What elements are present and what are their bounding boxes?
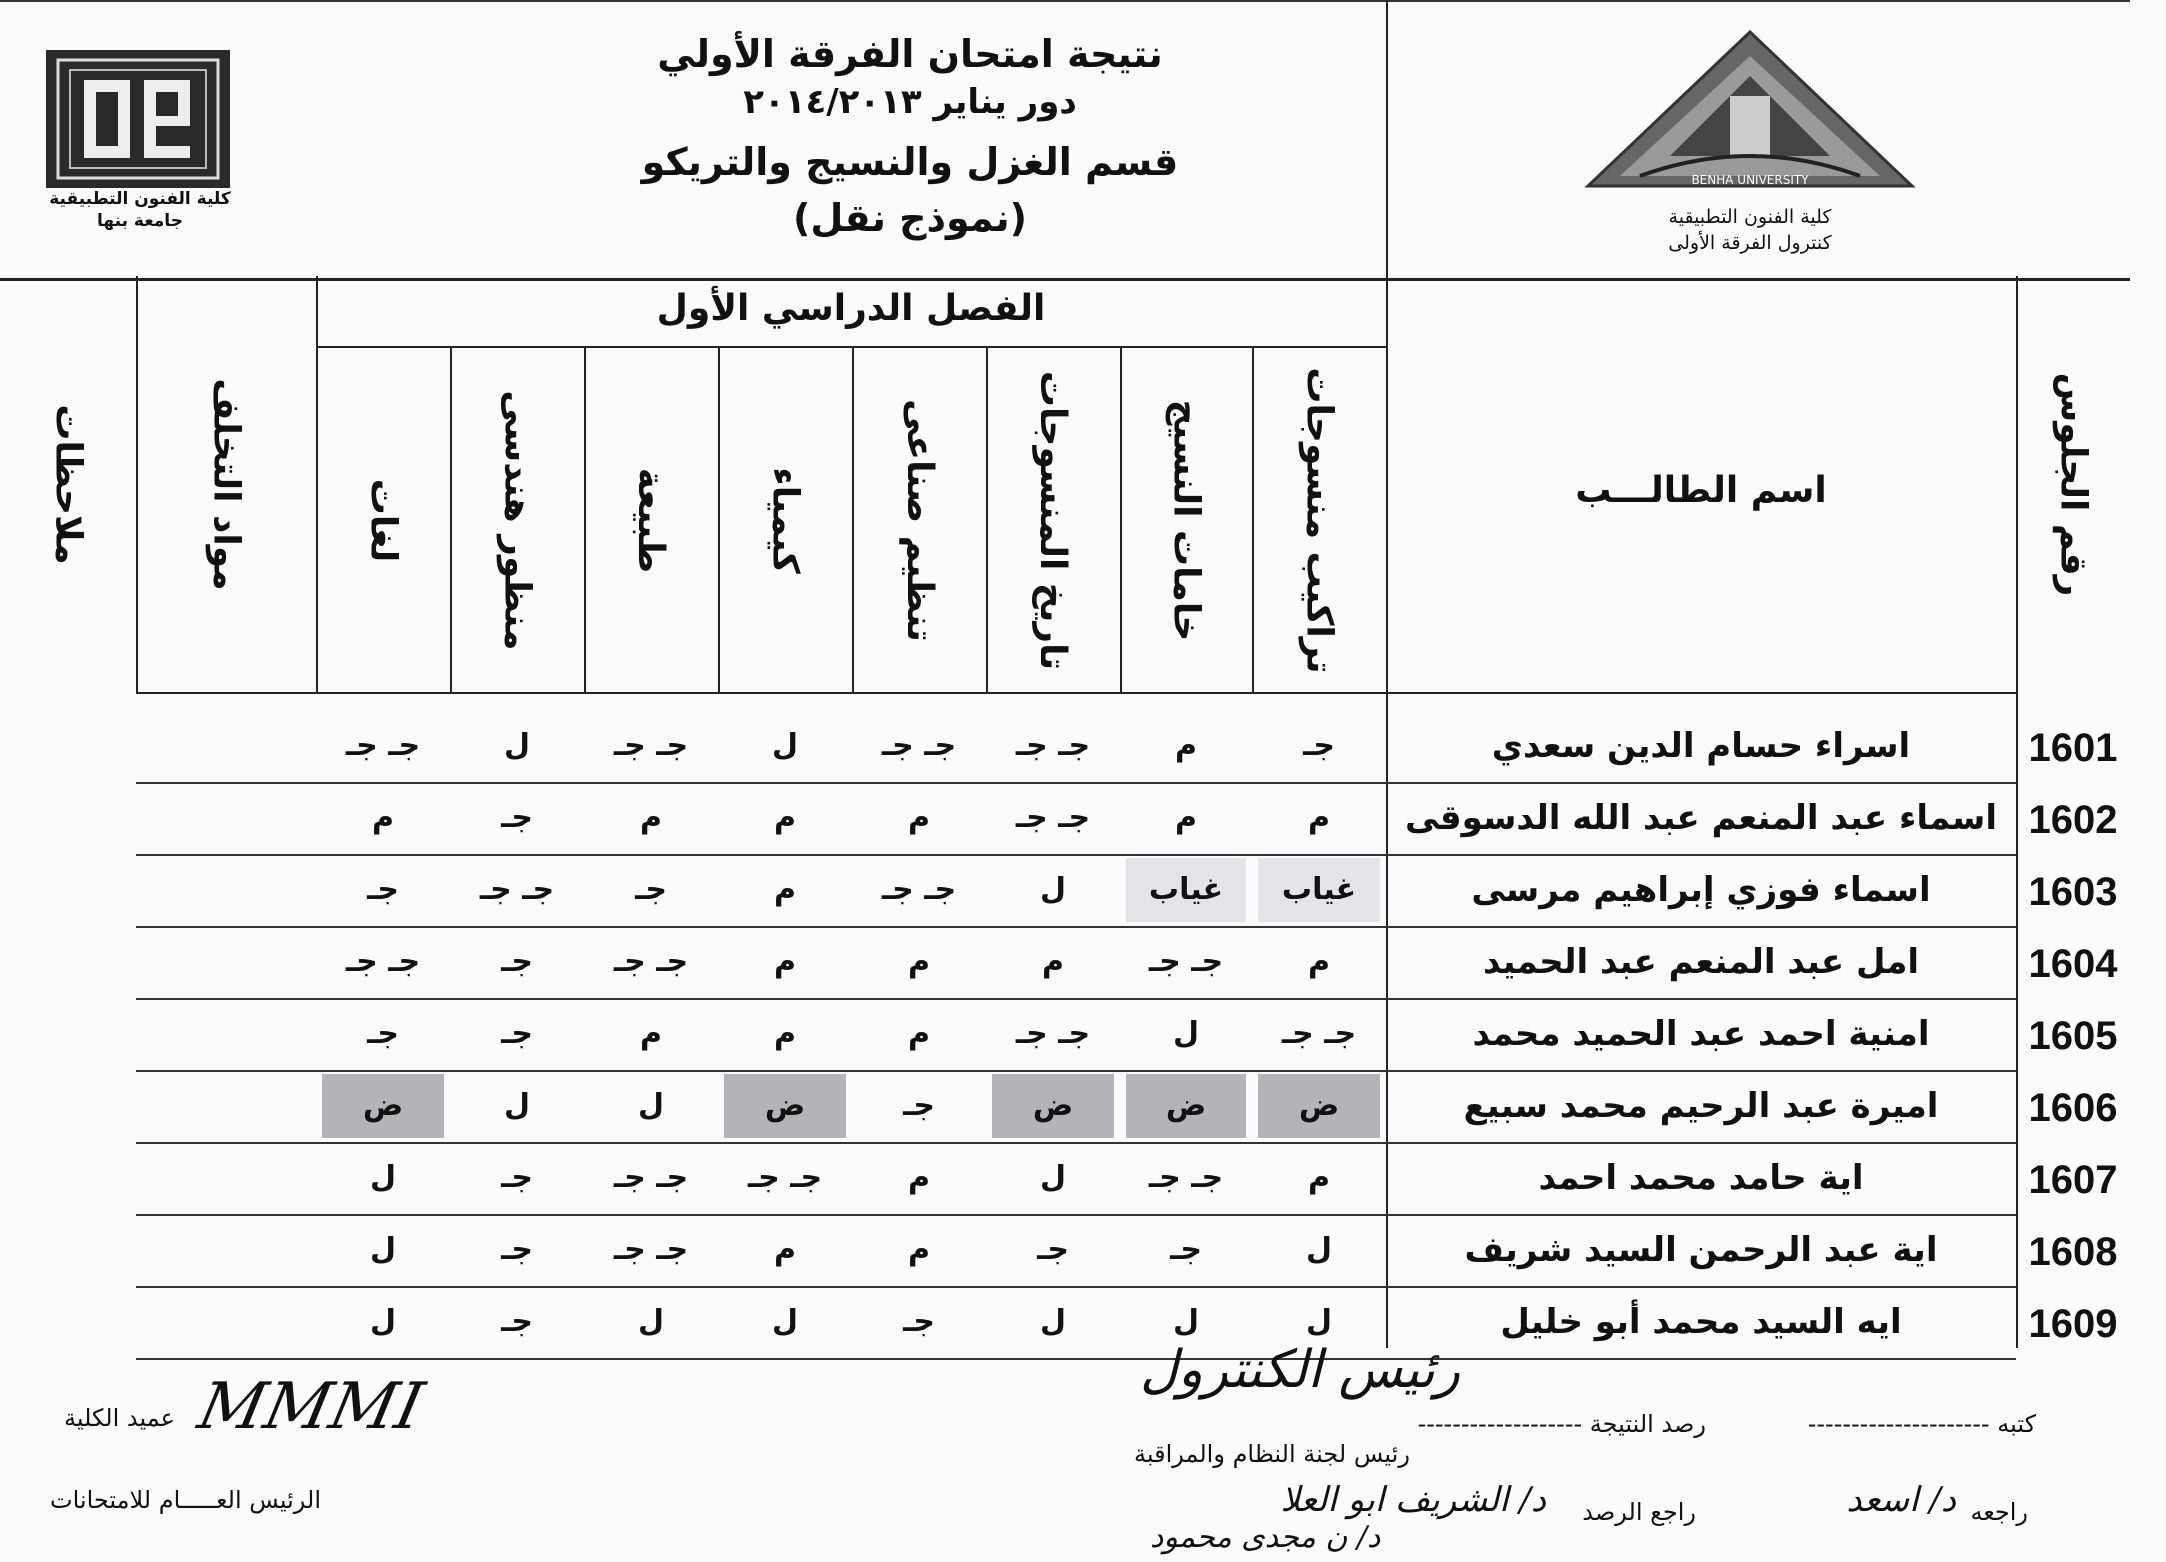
grade-cell: جـ bbox=[501, 944, 533, 979]
grade-cell: ل bbox=[771, 728, 799, 763]
grade-cell: م bbox=[908, 800, 930, 835]
header-subject: خامات النسيج bbox=[1165, 399, 1207, 641]
seat-number: 1608 bbox=[2028, 1230, 2118, 1274]
general-head-label: الرئيس العـــــام للامتحانات bbox=[50, 1486, 322, 1514]
grade-cell: جـ جـ bbox=[613, 1232, 689, 1267]
seat-number: 1605 bbox=[2028, 1014, 2118, 1058]
grade-cell: م bbox=[640, 800, 662, 835]
student-name: اسراء حسام الدين سعدي bbox=[1491, 726, 1911, 766]
header-student-name: اسم الطالـــب bbox=[1575, 470, 1827, 511]
student-name: اسماء فوزي إبراهيم مرسى bbox=[1471, 870, 1931, 910]
grade-cell: جـ bbox=[903, 1088, 935, 1123]
grade-cell: م bbox=[774, 872, 796, 907]
row-divider bbox=[136, 998, 2016, 1000]
header-notes: ملاحظات bbox=[47, 403, 89, 565]
student-name: امل عبد المنعم عبد الحميد bbox=[1482, 942, 1920, 982]
extra-signature: د/ ن مجدى محمود bbox=[1150, 1520, 1381, 1555]
grade-cell: جـ bbox=[501, 1160, 533, 1195]
header-failed-subjects: مواد التخلف bbox=[205, 377, 247, 591]
student-name: امنية احمد عبد الحميد محمد bbox=[1472, 1014, 1930, 1054]
form-type: (نموذج نقل) bbox=[793, 196, 1027, 240]
grade-cell: ل bbox=[637, 1304, 665, 1339]
grade-cell: جـ جـ bbox=[1015, 728, 1091, 763]
student-name: اميرة عبد الرحيم محمد سبيع bbox=[1463, 1086, 1939, 1126]
grade-cell: م bbox=[774, 944, 796, 979]
document-title: نتيجة امتحان الفرقة الأولي bbox=[657, 32, 1163, 76]
grade-cell: جـ bbox=[501, 1016, 533, 1051]
header-subject: لغات bbox=[362, 478, 404, 562]
grade-cell: جـ bbox=[635, 872, 667, 907]
grade-cell: م bbox=[1308, 944, 1330, 979]
grade-cell: ل bbox=[369, 1304, 397, 1339]
grade-cell: م bbox=[372, 800, 394, 835]
grade-cell: جـ bbox=[367, 872, 399, 907]
review-monitor-label: راجع الرصد bbox=[1582, 1498, 1696, 1526]
row-divider bbox=[136, 854, 2016, 856]
grade-cell: جـ جـ bbox=[1148, 944, 1224, 979]
grade-cell: م bbox=[640, 1016, 662, 1051]
grade-cell: جـ bbox=[367, 1016, 399, 1051]
college-name-label: كلية الفنون التطبيقية جامعة بنها bbox=[49, 189, 231, 231]
grade-cell: ض bbox=[724, 1074, 846, 1138]
grade-cell: ل bbox=[1039, 1160, 1067, 1195]
grade-cell: جـ جـ bbox=[1015, 1016, 1091, 1051]
seat-number: 1609 bbox=[2028, 1302, 2118, 1346]
header-divider-right bbox=[1386, 0, 1388, 276]
grade-cell: ل bbox=[1172, 1016, 1200, 1051]
grade-cell: ل bbox=[637, 1088, 665, 1123]
grade-cell: ل bbox=[1039, 1304, 1067, 1339]
department-name: قسم الغزل والنسيج والتريكو bbox=[641, 140, 1179, 184]
row-divider bbox=[136, 782, 2016, 784]
grade-cell: ل bbox=[1305, 1232, 1333, 1267]
committee-head-label: رئيس لجنة النظام والمراقبة bbox=[1134, 1440, 1410, 1468]
student-name: اية حامد محمد احمد bbox=[1538, 1158, 1864, 1198]
seat-number: 1601 bbox=[2028, 726, 2118, 770]
seat-number: 1602 bbox=[2028, 798, 2118, 842]
grade-cell: م bbox=[774, 1232, 796, 1267]
emblem-text: BENHA UNIVERSITY bbox=[1691, 173, 1809, 187]
grade-cell: ض bbox=[322, 1074, 444, 1138]
grade-cell: جـ جـ bbox=[613, 944, 689, 979]
header-seat-number: رقم الجلوس bbox=[2052, 372, 2094, 596]
header-subject: تراكيب منسوجات bbox=[1298, 366, 1340, 674]
grade-cell: جـ جـ bbox=[613, 1160, 689, 1195]
header-subject: كيمياء bbox=[764, 466, 806, 574]
seat-number: 1607 bbox=[2028, 1158, 2118, 1202]
control-head-signature: رئيس الكنترول bbox=[1140, 1340, 1461, 1400]
grade-cell: م bbox=[774, 800, 796, 835]
grade-cell: م bbox=[908, 944, 930, 979]
grade-cell: ل bbox=[503, 728, 531, 763]
row-divider bbox=[136, 926, 2016, 928]
student-name: ايه السيد محمد أبو خليل bbox=[1500, 1302, 1902, 1342]
university-emblem-logo bbox=[1580, 26, 1920, 192]
grade-cell: جـ جـ bbox=[747, 1160, 823, 1195]
grade-cell: م bbox=[1308, 1160, 1330, 1195]
grade-cell: جـ جـ bbox=[881, 728, 957, 763]
row-divider bbox=[136, 1214, 2016, 1216]
header-semester: الفصل الدراسي الأول bbox=[656, 288, 1046, 329]
grade-cell: م bbox=[908, 1160, 930, 1195]
grade-cell: م bbox=[774, 1016, 796, 1051]
grade-cell: ل bbox=[1172, 1304, 1200, 1339]
reviewer-signature: د/ اسعد bbox=[1846, 1480, 1956, 1520]
grade-cell: جـ bbox=[1303, 728, 1335, 763]
grade-cell: م bbox=[908, 1232, 930, 1267]
row-divider bbox=[136, 1070, 2016, 1072]
grade-cell: م bbox=[1175, 800, 1197, 835]
row-divider bbox=[136, 1358, 2016, 1360]
grade-cell: ل bbox=[369, 1232, 397, 1267]
review-monitor-signature: د/ الشريف ابو العلا bbox=[1280, 1480, 1546, 1520]
dean-signature: MMMI bbox=[192, 1370, 430, 1444]
student-name: اسماء عبد المنعم عبد الله الدسوقى bbox=[1404, 798, 1998, 838]
header-subject: تنظيم صناعى bbox=[898, 398, 940, 642]
grade-cell: جـ bbox=[501, 1232, 533, 1267]
seat-number: 1603 bbox=[2028, 870, 2118, 914]
student-name: اية عبد الرحمن السيد شريف bbox=[1464, 1230, 1938, 1270]
grade-cell: جـ جـ bbox=[1015, 800, 1091, 835]
grade-cell: م bbox=[908, 1016, 930, 1051]
grade-cell: جـ bbox=[903, 1304, 935, 1339]
reviewed-by-label: راجعه bbox=[1970, 1498, 2028, 1526]
grade-cell: غياب bbox=[1258, 858, 1380, 922]
control-office-label: كلية الفنون التطبيقية كنترول الفرقة الأولى bbox=[1668, 206, 1832, 254]
monitor-result-label: رصد النتيجة ------------------- bbox=[1417, 1410, 1706, 1438]
row-divider bbox=[136, 1142, 2016, 1144]
grade-cell: م bbox=[1042, 944, 1064, 979]
grid-line bbox=[136, 692, 2016, 694]
seat-number: 1604 bbox=[2028, 942, 2118, 986]
grade-cell: جـ جـ bbox=[479, 872, 555, 907]
grade-cell: ل bbox=[771, 1304, 799, 1339]
grade-cell: جـ bbox=[1170, 1232, 1202, 1267]
exam-session: دور يناير ٢٠١٤/٢٠١٣ bbox=[743, 82, 1077, 122]
grade-cell: جـ bbox=[1037, 1232, 1069, 1267]
grade-cell: ل bbox=[1305, 1304, 1333, 1339]
grade-cell: جـ جـ bbox=[613, 728, 689, 763]
grade-cell: م bbox=[1308, 800, 1330, 835]
header-subject: منظور هندسى bbox=[496, 389, 538, 651]
grade-cell: ض bbox=[992, 1074, 1114, 1138]
row-divider bbox=[136, 1286, 2016, 1288]
grade-cell: جـ جـ bbox=[345, 728, 421, 763]
grade-cell: ض bbox=[1126, 1074, 1246, 1138]
grade-cell: م bbox=[1175, 728, 1197, 763]
dean-label: عميد الكلية bbox=[64, 1404, 175, 1432]
grade-cell: ل bbox=[1039, 872, 1067, 907]
grade-cell: غياب bbox=[1126, 858, 1246, 922]
grade-cell: جـ جـ bbox=[881, 872, 957, 907]
college-logo bbox=[44, 48, 232, 190]
grade-cell: جـ جـ bbox=[345, 944, 421, 979]
grade-cell: ض bbox=[1258, 1074, 1380, 1138]
seat-number: 1606 bbox=[2028, 1086, 2118, 1130]
grade-cell: جـ جـ bbox=[1148, 1160, 1224, 1195]
header-subject: طبيعة bbox=[630, 467, 672, 573]
grade-cell: ل bbox=[369, 1160, 397, 1195]
grade-cell: جـ جـ bbox=[1281, 1016, 1357, 1051]
written-by-label: كتبه --------------------- bbox=[1807, 1410, 2036, 1438]
grade-cell: ل bbox=[503, 1088, 531, 1123]
grade-cell: جـ bbox=[501, 800, 533, 835]
header-subject: تاريخ المنسوجات bbox=[1032, 370, 1074, 670]
grade-cell: جـ bbox=[501, 1304, 533, 1339]
